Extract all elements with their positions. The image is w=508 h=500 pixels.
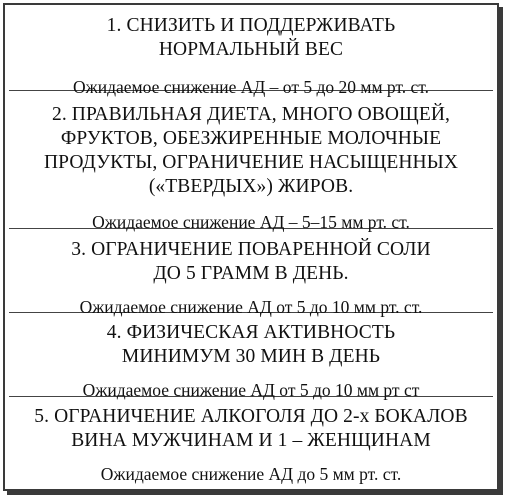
expected-effect: Ожидаемое снижение АД от 5 до 10 мм рт ст [82, 380, 420, 400]
recommendation-activity [9, 313, 493, 400]
recommendation-heading [9, 103, 493, 199]
recommendation-diet [9, 91, 493, 232]
heading-line: 2. ПРАВИЛЬНАЯ ДИЕТА, МНОГО ОВОЩЕЙ, [52, 104, 450, 125]
heading-line: МИНИМУМ 30 МИН В ДЕНЬ [121, 346, 381, 367]
heading-line: ДО 5 ГРАММ В ДЕНЬ. [153, 263, 349, 284]
expected-effect: Ожидаемое снижение АД – 5–15 мм рт. ст. [92, 212, 410, 232]
recommendation-salt [9, 229, 493, 317]
expected-effect: Ожидаемое снижение АД до 5 мм рт. ст. [100, 464, 402, 484]
expected-effect: Ожидаемое снижение АД – от 5 до 20 мм рт. ст. [73, 77, 429, 97]
heading-line: 5. ОГРАНИЧЕНИЕ АЛКОГОЛЯ ДО 2-х БОКАЛОВ [34, 406, 468, 427]
expected-effect: Ожидаемое снижение АД от 5 до 10 мм рт. ст. [79, 297, 423, 317]
heading-line: ПРОДУКТЫ, ОГРАНИЧЕНИЕ НАСЫЩЕННЫХ [43, 152, 459, 173]
heading-line: 1. СНИЗИТЬ И ПОДДЕРЖИВАТЬ [106, 15, 396, 36]
heading-line: ФРУКТОВ, ОБЕЗЖИРЕННЫЕ МОЛОЧНЫЕ [60, 128, 442, 149]
heading-line: 3. ОГРАНИЧЕНИЕ ПОВАРЕННОЙ СОЛИ [71, 239, 431, 260]
recommendation-weight [9, 5, 493, 97]
recommendations-table [3, 3, 499, 491]
recommendation-alcohol [9, 397, 493, 487]
recommendation-heading [9, 238, 493, 286]
heading-line: («ТВЕРДЫХ») ЖИРОВ. [148, 176, 354, 197]
recommendation-heading [9, 14, 493, 62]
heading-line: НОРМАЛЬНЫЙ ВЕС [158, 39, 344, 60]
heading-line: 4. ФИЗИЧЕСКАЯ АКТИВНОСТЬ [106, 322, 396, 343]
heading-line: ВИНА МУЖЧИНАМ И 1 – ЖЕНЩИНАМ [71, 430, 431, 451]
recommendation-heading [9, 321, 493, 369]
recommendation-heading [9, 405, 493, 453]
